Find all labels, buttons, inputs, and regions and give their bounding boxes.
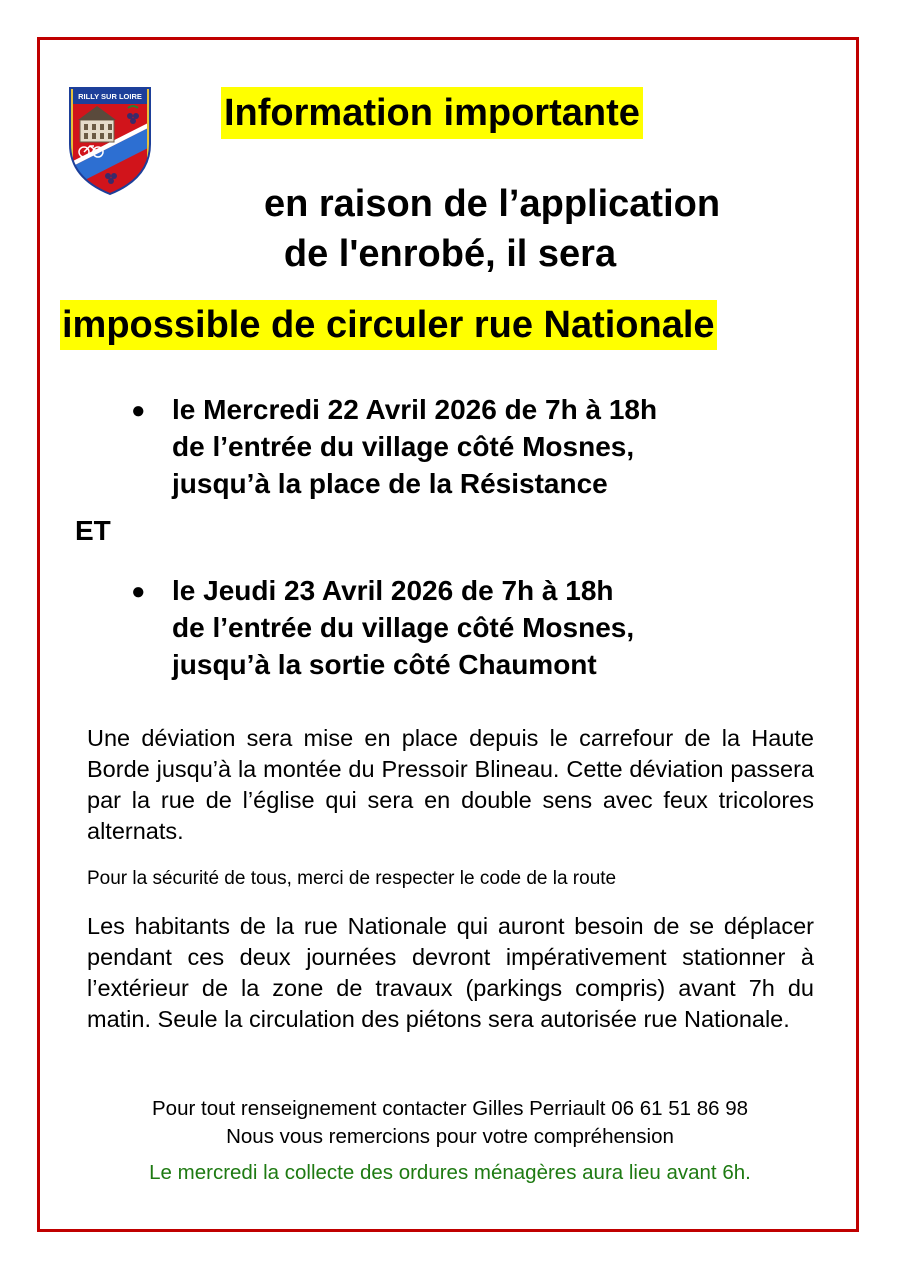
notice-title: Information importante bbox=[221, 87, 643, 139]
waste-collection-note: Le mercredi la collecte des ordures ménagères aura lieu avant 6h. bbox=[149, 1161, 751, 1184]
rilly-sur-loire-crest bbox=[68, 86, 152, 196]
intro-line-1: en raison de l’application bbox=[263, 183, 721, 225]
bullet-2-line-2: de l’entrée du village côté Mosnes, bbox=[172, 612, 635, 643]
bullet-2-dot: ● bbox=[131, 578, 146, 605]
bullet-1-line-3: jusqu’à la place de la Résistance bbox=[172, 468, 608, 499]
connector-et: ET bbox=[75, 515, 111, 546]
deviation-paragraph: Une déviation sera mise en place depuis le carrefour de la Haute Borde jusqu’à la montée du Pressoir Blineau. Cette déviation passera par la rue de l’église qui sera en double sens avec feux tricolores alternats. bbox=[87, 725, 814, 844]
thanks-line: Nous vous remercions pour votre compréhension bbox=[226, 1125, 674, 1148]
contact-line: Pour tout renseignement contacter Gilles Perriault 06 61 51 86 98 bbox=[152, 1097, 748, 1120]
closure-headline: impossible de circuler rue Nationale bbox=[60, 300, 717, 350]
bullet-1 bbox=[172, 391, 657, 502]
svg-text:RILLY SUR LOIRE: RILLY SUR LOIRE bbox=[78, 92, 142, 101]
residents-paragraph: Les habitants de la rue Nationale qui auront besoin de se déplacer pendant ces deux journées devront impérativement stationner à l’extérieur de la zone de travaux (parkings compris) avant 7h du matin. Seule la circulation des piétons sera autorisée rue Nationale. bbox=[87, 913, 814, 1032]
safety-note: Pour la sécurité de tous, merci de respecter le code de la route bbox=[87, 868, 617, 889]
bullet-1-line-2: de l’entrée du village côté Mosnes, bbox=[172, 431, 635, 462]
bullet-2-line-1: le Jeudi 23 Avril 2026 de 7h à 18h bbox=[172, 575, 614, 606]
intro-line-2: de l'enrobé, il sera bbox=[283, 233, 617, 275]
bullet-1-line-1: le Mercredi 22 Avril 2026 de 7h à 18h bbox=[172, 394, 658, 425]
bullet-2-line-3: jusqu’à la sortie côté Chaumont bbox=[172, 649, 597, 680]
bullet-2 bbox=[172, 572, 634, 683]
bullet-1-dot: ● bbox=[131, 397, 146, 424]
